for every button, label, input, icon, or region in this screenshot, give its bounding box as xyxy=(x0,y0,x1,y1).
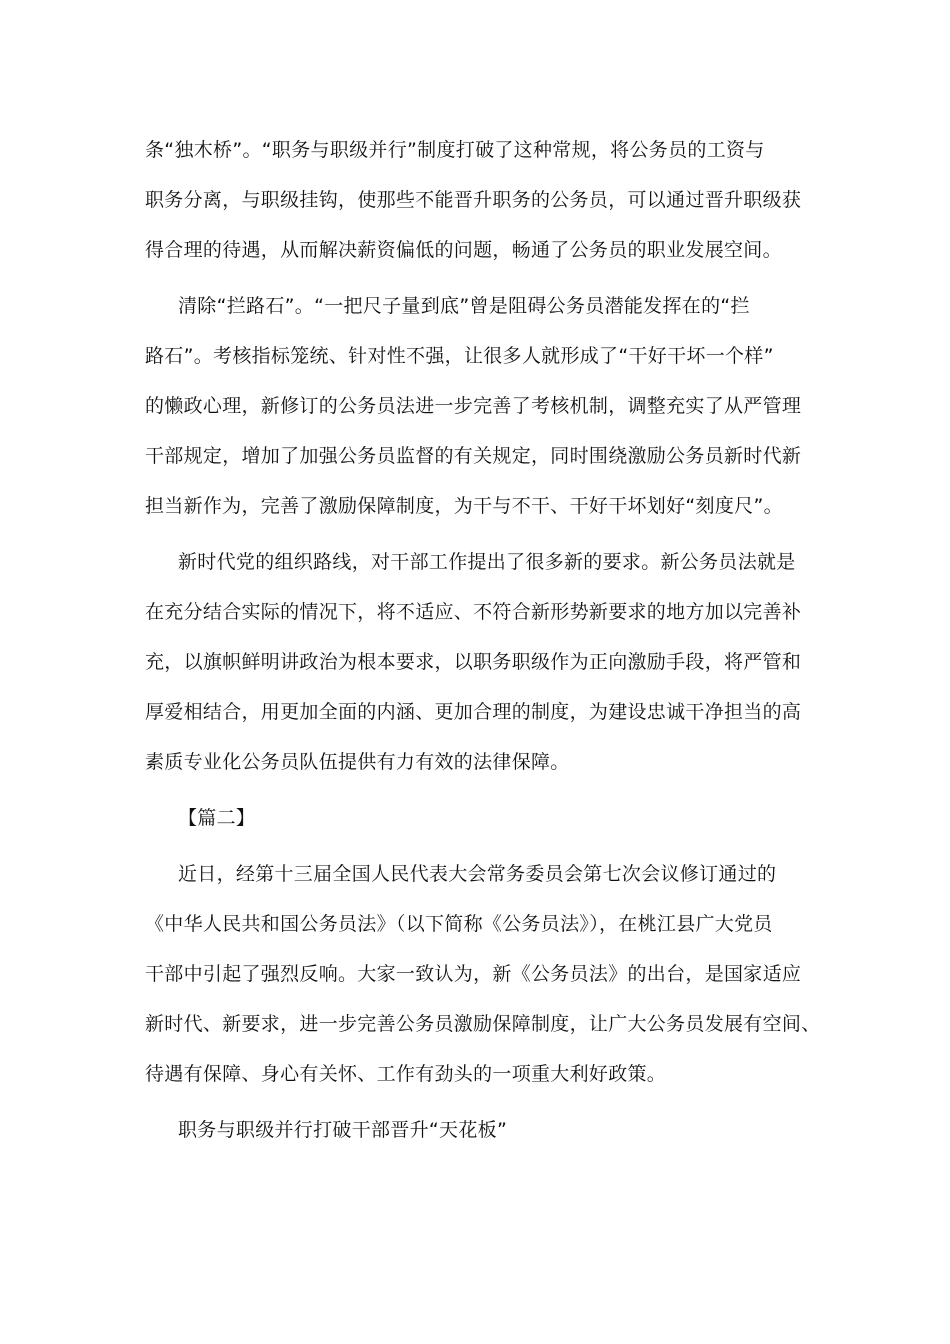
text-line: 在充分结合实际的情况下，将不适应、不符合新形势新要求的地方加以完善补 xyxy=(145,601,802,623)
text-line: 干部中引起了强烈反响。大家一致认为，新《公务员法》的出台，是国家适应 xyxy=(145,963,802,985)
text-line: 担当新作为，完善了激励保障制度，为干与不干、干好干坏划好“刻度尺”。 xyxy=(145,495,783,517)
text-line: 职务分离，与职级挂钩，使那些不能晋升职务的公务员，可以通过晋升职级获 xyxy=(145,189,802,211)
text-line: 的懒政心理，新修订的公务员法进一步完善了考核机制，调整充实了从严管理 xyxy=(145,395,802,417)
text-line: 新时代、新要求，进一步完善公务员激励保障制度，让广大公务员发展有空间、 xyxy=(145,1013,821,1035)
text-line: 得合理的待遇，从而解决薪资偏低的问题，畅通了公务员的职业发展空间。 xyxy=(145,239,782,261)
text-line: 《中华人民共和国公务员法》（以下简称《公务员法》），在桃江县广大党员 xyxy=(145,913,773,935)
text-line: 干部规定，增加了加强公务员监督的有关规定，同时围绕激励公务员新时代新 xyxy=(145,445,802,467)
text-line: 待遇有保障、身心有关怀、工作有劲头的一项重大利好政策。 xyxy=(145,1063,667,1085)
paragraph-first-line: 新时代党的组织路线，对干部工作提出了很多新的要求。新公务员法就是 xyxy=(178,551,796,573)
text-line: 路石”。考核指标笼统、针对性不强，让很多人就形成了“干好干坏一个样” xyxy=(145,345,774,367)
paragraph-first-line: 清除“拦路石”。“一把尺子量到底”曾是阻碍公务员潜能发挥在的“拦 xyxy=(178,295,750,317)
section-heading: 【篇二】 xyxy=(178,807,256,829)
text-line: 厚爱相结合，用更加全面的内涵、更加合理的制度，为建设忠诚干净担当的高 xyxy=(145,701,802,723)
subheading: 职务与职级并行打破干部晋升“天花板” xyxy=(178,1119,508,1141)
text-line: 充，以旗帜鲜明讲政治为根本要求，以职务职级作为正向激励手段，将严管和 xyxy=(145,651,802,673)
text-line: 条“独木桥”。“职务与职级并行”制度打破了这种常规，将公务员的工资与 xyxy=(145,139,765,161)
text-line: 素质专业化公务员队伍提供有力有效的法律保障。 xyxy=(145,751,570,773)
paragraph-first-line: 近日，经第十三届全国人民代表大会常务委员会第七次会议修订通过的 xyxy=(178,863,777,885)
